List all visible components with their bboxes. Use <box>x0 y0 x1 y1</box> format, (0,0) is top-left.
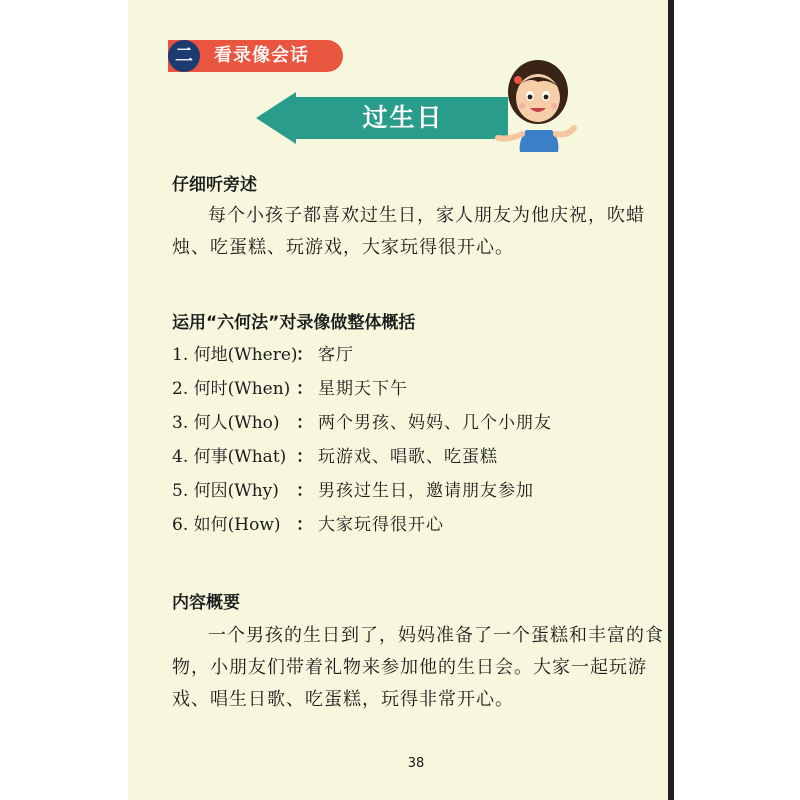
summary-text: 一个男孩的生日到了，妈妈准备了一个蛋糕和丰富的食物，小朋友们带着礼物来参加他的生日会。大家一起玩游戏、唱生日歌、吃蛋糕，玩得非常开心。 <box>172 625 664 710</box>
section-number: 二 <box>168 40 200 72</box>
list-item <box>172 508 668 542</box>
lesson-title-banner <box>256 92 508 144</box>
section-title: 看录像会话 <box>214 45 309 66</box>
cartoon-girl-illustration-icon <box>488 52 584 152</box>
list-item <box>172 338 668 372</box>
answer-text: 玩游戏、唱歌、吃蛋糕 <box>318 447 498 467</box>
list-item <box>172 440 668 474</box>
colon: ： <box>296 515 313 535</box>
narration-heading: 仔细听旁述 <box>172 175 257 195</box>
question-label: 5. 何因(Why) <box>172 481 279 501</box>
answer-text: 两个男孩、妈妈、几个小朋友 <box>318 413 552 433</box>
question-label: 3. 何人(Who) <box>172 413 280 433</box>
answer-text: 星期天下午 <box>318 379 408 399</box>
list-item <box>172 372 668 406</box>
question-label: 2. 何时(When) <box>172 379 291 399</box>
summary-heading: 内容概要 <box>172 593 240 613</box>
colon: ： <box>296 413 313 433</box>
colon: ： <box>296 345 313 365</box>
colon: ： <box>296 447 313 467</box>
page-edge-shadow <box>668 0 674 800</box>
colon: ： <box>296 379 313 399</box>
question-label: 6. 如何(How) <box>172 515 281 535</box>
list-item <box>172 406 668 440</box>
narration-text: 每个小孩子都喜欢过生日，家人朋友为他庆祝，吹蜡烛、吃蛋糕、玩游戏，大家玩得很开心。 <box>172 205 645 258</box>
list-item <box>172 474 668 508</box>
answer-text: 男孩过生日，邀请朋友参加 <box>318 481 534 501</box>
section-tag <box>168 40 343 72</box>
answer-text: 大家玩得很开心 <box>318 515 444 535</box>
lesson-title: 过生日 <box>362 103 444 132</box>
question-label: 1. 何地(Where) <box>172 345 298 365</box>
six-questions-list <box>172 338 668 542</box>
colon: ： <box>296 481 313 501</box>
answer-text: 客厅 <box>318 345 354 365</box>
question-label: 4. 何事(What) <box>172 447 287 467</box>
six-questions-heading: 运用“六何法”对录像做整体概括 <box>172 313 416 333</box>
page-number: 38 <box>407 756 425 771</box>
